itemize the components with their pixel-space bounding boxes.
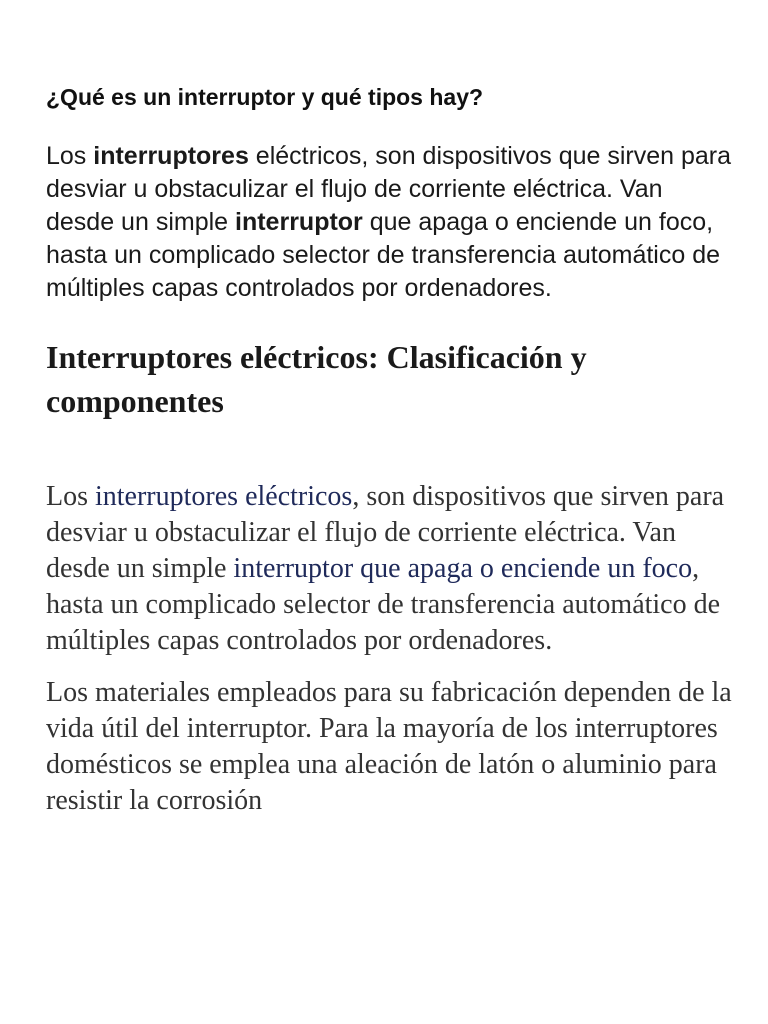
materials-paragraph: Los materiales empleados para su fabricación dependen de la vida útil del interruptor. Para la mayoría de los interruptores domésticos se emplea una aleación de latón o aluminio para resistir la corrosión [46, 677, 732, 816]
p1-text-1: Los [46, 481, 95, 512]
p1-text-2: , son dispositivos que sirven para desviar u obstaculizar el flujo de corriente eléctrica. Van desde un simple [46, 481, 725, 584]
question-title: ¿Qué es un interruptor y qué tipos hay? [46, 84, 484, 110]
intro-paragraph [46, 140, 736, 305]
intro-bold-interruptores: interruptores [93, 142, 249, 170]
document-page [46, 80, 736, 819]
section-heading: Interruptores eléctricos: Clasificación y componentes [46, 339, 587, 419]
p1-text-3: , hasta un complicado selector de transferencia automático de múltiples capas controlados por ordenadores. [46, 553, 721, 656]
link-interruptores-electricos[interactable]: interruptores eléctricos [95, 481, 353, 512]
intro-text-1: Los [46, 142, 94, 170]
intro-text-2: eléctricos, son dispositivos que sirven para desviar u obstaculizar el flujo de corriente eléctrica. Van desde un simple [46, 142, 732, 236]
link-interruptor-foco[interactable]: interruptor que apaga o enciende un foco [233, 553, 693, 584]
intro-text-3: que apaga o enciende un foco, hasta un complicado selector de transferencia automático de múltiples capas controlados por ordenadores. [46, 208, 720, 302]
classification-paragraph [46, 479, 736, 659]
intro-bold-interruptor: interruptor [235, 208, 363, 236]
